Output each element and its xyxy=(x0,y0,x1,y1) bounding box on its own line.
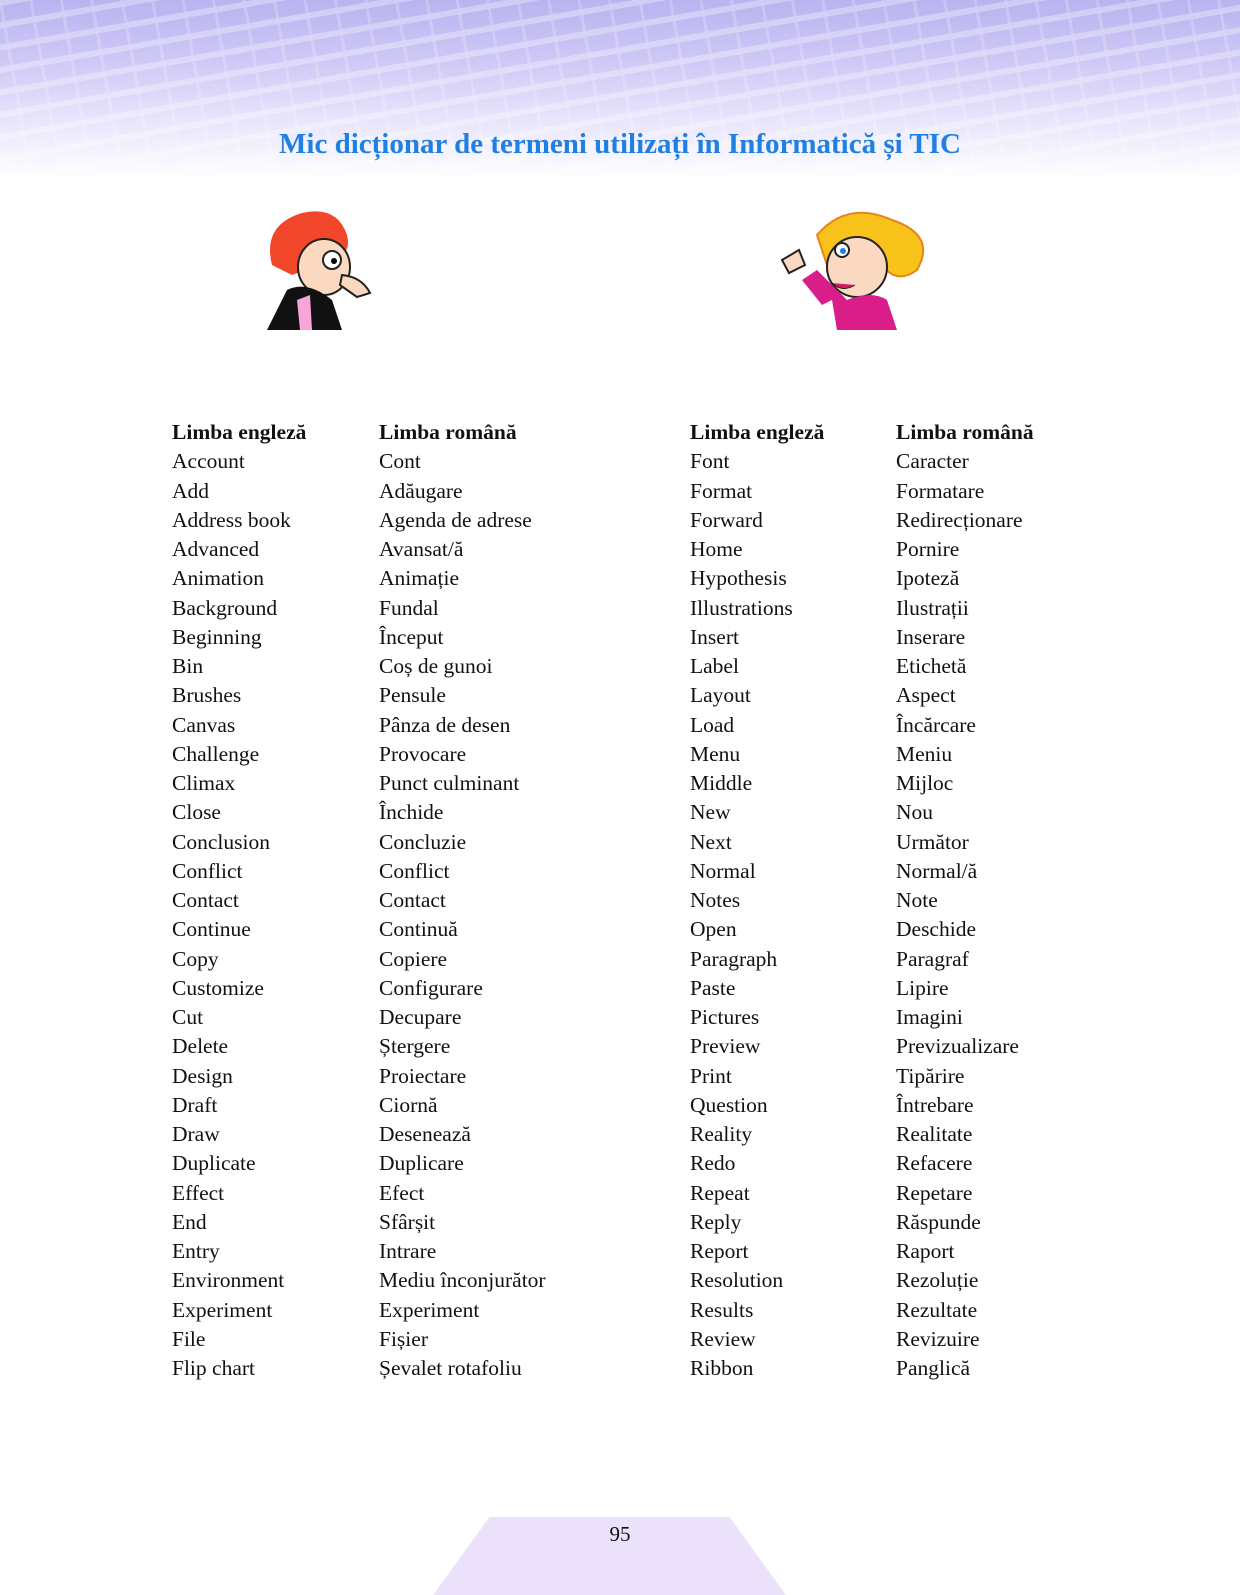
term-romanian: Refacere xyxy=(896,1151,973,1176)
term-romanian: Duplicare xyxy=(379,1151,464,1176)
term-english: Bin xyxy=(172,654,204,678)
term-romanian: Efect xyxy=(379,1180,425,1205)
term-romanian: Următor xyxy=(896,829,969,854)
term-romanian: Etichetă xyxy=(896,654,967,678)
term-english: Middle xyxy=(690,771,753,795)
term-romanian: Revizuire xyxy=(896,1326,980,1351)
term-english: Font xyxy=(690,449,730,474)
term-romanian: Experiment xyxy=(379,1297,480,1322)
term-english: Environment xyxy=(172,1268,285,1293)
term-english: Redo xyxy=(690,1151,736,1176)
term-romanian: Configurare xyxy=(379,975,483,1000)
term-romanian: Inserare xyxy=(896,624,966,649)
term-romanian: Repetare xyxy=(896,1180,973,1205)
term-english: Draft xyxy=(172,1092,218,1117)
term-english: Canvas xyxy=(172,712,236,737)
term-english: Illustrations xyxy=(690,595,793,620)
term-romanian: Panglică xyxy=(896,1356,971,1380)
term-english: Format xyxy=(690,478,753,503)
term-romanian: Realitate xyxy=(896,1122,973,1146)
term-romanian: Ciornă xyxy=(379,1092,438,1117)
term-english: Label xyxy=(690,654,739,678)
right-romanian-column xyxy=(896,418,1034,1383)
term-english: Flip chart xyxy=(172,1356,255,1380)
term-romanian: Formatare xyxy=(896,478,985,503)
term-english: Draw xyxy=(172,1122,220,1146)
boy-cartoon-illustration xyxy=(262,205,377,335)
term-english: Climax xyxy=(172,771,236,795)
term-romanian: Mediu înconjurător xyxy=(379,1268,546,1293)
term-english: Duplicate xyxy=(172,1151,256,1176)
term-english: Delete xyxy=(172,1034,229,1059)
column-header-romanian: Limba română xyxy=(379,420,517,444)
term-english: End xyxy=(172,1209,207,1234)
term-romanian: Întrebare xyxy=(896,1092,974,1117)
term-romanian: Rezoluție xyxy=(896,1268,979,1293)
term-english: Resolution xyxy=(690,1268,784,1293)
term-romanian: Animație xyxy=(379,566,460,591)
term-english: Forward xyxy=(690,507,763,532)
term-romanian: Sfârșit xyxy=(379,1209,436,1234)
term-romanian: Provocare xyxy=(379,741,467,766)
term-english: Pictures xyxy=(690,1005,760,1029)
column-header-english: Limba engleză xyxy=(172,420,307,444)
term-english: Add xyxy=(172,478,210,503)
term-english: Background xyxy=(172,595,278,620)
term-romanian: Raport xyxy=(896,1239,955,1263)
term-english: Design xyxy=(172,1063,233,1088)
left-english-column xyxy=(172,418,306,1383)
term-romanian: Ipoteză xyxy=(896,566,960,591)
term-romanian: Avansat/ă xyxy=(379,537,464,561)
term-english: Customize xyxy=(172,975,264,1000)
term-english: Ribbon xyxy=(690,1356,754,1380)
term-english: Cut xyxy=(172,1005,204,1029)
term-english: Notes xyxy=(690,888,741,912)
term-english: Paste xyxy=(690,975,736,1000)
term-english: Reply xyxy=(690,1209,742,1234)
term-romanian: Contact xyxy=(379,888,446,912)
term-english: Load xyxy=(690,712,735,737)
term-english: Address book xyxy=(172,507,291,532)
term-romanian: Mijloc xyxy=(896,771,954,795)
term-romanian: Tipărire xyxy=(896,1063,965,1088)
term-romanian: Șevalet rotafoliu xyxy=(379,1356,522,1380)
term-romanian: Copiere xyxy=(379,946,448,971)
term-romanian: Agenda de adrese xyxy=(379,507,532,532)
term-english: Contact xyxy=(172,888,239,912)
term-romanian: Nou xyxy=(896,800,934,825)
term-romanian: Imagini xyxy=(896,1005,963,1029)
term-romanian: Decupare xyxy=(379,1005,462,1029)
term-english: Copy xyxy=(172,946,219,971)
column-header-english: Limba engleză xyxy=(690,420,825,444)
term-romanian: Conflict xyxy=(379,858,450,883)
term-english: Animation xyxy=(172,566,264,591)
term-english: Review xyxy=(690,1326,756,1351)
term-english: Challenge xyxy=(172,741,260,766)
term-romanian: Ștergere xyxy=(379,1034,451,1059)
term-english: Conflict xyxy=(172,858,243,883)
term-english: Continue xyxy=(172,917,251,942)
term-romanian: Fișier xyxy=(379,1326,428,1351)
term-romanian: Pânza de desen xyxy=(379,712,511,737)
term-romanian: Deschide xyxy=(896,917,976,942)
term-romanian: Meniu xyxy=(896,741,953,766)
term-romanian: Previzualizare xyxy=(896,1034,1019,1059)
term-romanian: Aspect xyxy=(896,683,956,708)
term-english: Insert xyxy=(690,624,739,649)
term-romanian: Început xyxy=(379,624,444,649)
girl-cartoon-illustration xyxy=(777,205,937,335)
term-english: Beginning xyxy=(172,624,262,649)
term-english: Conclusion xyxy=(172,829,270,854)
term-romanian: Închide xyxy=(379,800,444,825)
term-romanian: Continuă xyxy=(379,917,458,942)
term-english: Home xyxy=(690,537,743,561)
term-english: Brushes xyxy=(172,683,242,708)
term-english: Hypothesis xyxy=(690,566,787,591)
term-english: Preview xyxy=(690,1034,761,1059)
term-english: Menu xyxy=(690,741,741,766)
term-romanian: Ilustrații xyxy=(896,595,969,620)
term-english: Open xyxy=(690,917,737,942)
term-english: Effect xyxy=(172,1180,225,1205)
term-english: File xyxy=(172,1326,206,1351)
term-english: Print xyxy=(690,1063,732,1088)
term-romanian: Redirecționare xyxy=(896,507,1023,532)
term-romanian: Intrare xyxy=(379,1239,437,1263)
term-romanian: Fundal xyxy=(379,595,439,620)
term-romanian: Pensule xyxy=(379,683,446,708)
term-english: Paragraph xyxy=(690,946,778,971)
term-romanian: Coș de gunoi xyxy=(379,654,493,678)
term-english: Close xyxy=(172,800,221,825)
page-number: 95 xyxy=(609,1522,631,1546)
term-english: Account xyxy=(172,449,245,474)
left-romanian-column xyxy=(379,418,546,1383)
term-romanian: Pornire xyxy=(896,537,960,561)
term-english: Layout xyxy=(690,683,751,708)
term-english: Question xyxy=(690,1092,768,1117)
term-english: Results xyxy=(690,1297,754,1322)
term-english: Entry xyxy=(172,1239,220,1263)
term-english: New xyxy=(690,800,731,825)
term-romanian: Cont xyxy=(379,449,421,474)
term-romanian: Normal/ă xyxy=(896,858,978,883)
term-english: Advanced xyxy=(172,537,260,561)
term-english: Repeat xyxy=(690,1180,750,1205)
term-romanian: Răspunde xyxy=(896,1209,981,1234)
term-romanian: Rezultate xyxy=(896,1297,978,1322)
term-romanian: Concluzie xyxy=(379,829,467,854)
page-title: Mic dicționar de termeni utilizați în Informatică și TIC xyxy=(279,128,961,160)
right-english-column xyxy=(690,418,824,1383)
term-romanian: Note xyxy=(896,888,938,912)
term-romanian: Încărcare xyxy=(896,712,976,737)
term-romanian: Caracter xyxy=(896,449,969,474)
term-english: Report xyxy=(690,1239,749,1263)
term-english: Normal xyxy=(690,858,756,883)
term-romanian: Adăugare xyxy=(379,478,463,503)
column-header-romanian: Limba română xyxy=(896,420,1034,444)
term-english: Next xyxy=(690,829,732,854)
term-romanian: Paragraf xyxy=(896,946,969,971)
term-romanian: Proiectare xyxy=(379,1063,467,1088)
term-romanian: Lipire xyxy=(896,975,949,1000)
term-english: Experiment xyxy=(172,1297,273,1322)
term-romanian: Desenează xyxy=(379,1122,471,1146)
term-english: Reality xyxy=(690,1122,753,1146)
term-romanian: Punct culminant xyxy=(379,771,520,795)
